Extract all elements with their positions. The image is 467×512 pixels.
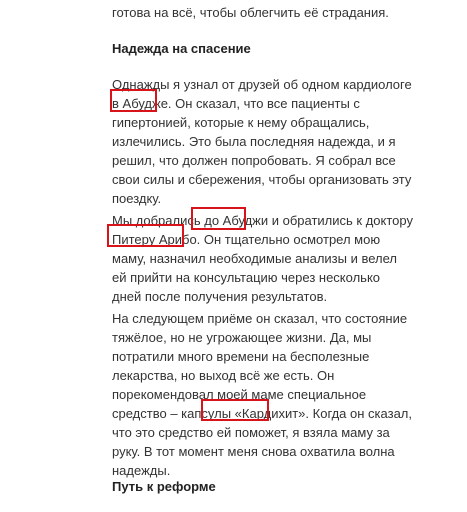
p2-line: маму, назначил необходимые анализы и велел bbox=[112, 251, 397, 266]
p1-line: решил, что должен попробовать. Я собрал все bbox=[112, 153, 396, 168]
p2-line: Питеру Арибо. Он тщательно осмотрел мою bbox=[112, 232, 381, 247]
p1-line: в Абудже. Он сказал, что все пациенты с bbox=[112, 96, 360, 111]
p2-line: Мы добрались до Абуджи и обратились к доктору bbox=[112, 213, 413, 228]
p3-line: средство – капсулы «Кардихит». Когда он сказал, bbox=[112, 406, 412, 421]
p1-line: излечились. Это была последняя надежда, и я bbox=[112, 134, 396, 149]
p3-line: лекарства, но выход всё же есть. Он bbox=[112, 368, 335, 383]
p1-line: свои силы и сбережения, чтобы организовать эту bbox=[112, 172, 412, 187]
p1-line: Однажды я узнал от друзей об одном кардиологе bbox=[112, 77, 412, 92]
highlight-box-abuja bbox=[110, 89, 157, 112]
p3-line: тяжёлое, но не угрожающее жизни. Да, мы bbox=[112, 330, 372, 345]
highlight-box-doctor bbox=[107, 224, 184, 247]
p3-line: потратили много времени на бесполезные bbox=[112, 349, 370, 364]
heading-reform: Путь к реформе bbox=[112, 479, 216, 494]
highlight-box-abuja-2 bbox=[191, 207, 246, 230]
intro-tail-line: готова на всё, чтобы облегчить её страдания. bbox=[112, 5, 389, 20]
heading-hope: Надежда на спасение bbox=[112, 41, 251, 56]
p3-line: что это средство ей поможет, я взяла маму за bbox=[112, 425, 390, 440]
p3-line: На следующем приёме он сказал, что состояние bbox=[112, 311, 408, 326]
p3-line: порекомендовал моей маме специальное bbox=[112, 387, 367, 402]
p3-line: надежды. bbox=[112, 463, 171, 478]
highlight-box-product bbox=[201, 399, 269, 421]
p1-line: поездку. bbox=[112, 191, 162, 206]
p2-line: дней после получения результатов. bbox=[112, 289, 328, 304]
p2-line: ей прийти на консультацию через несколько bbox=[112, 270, 381, 285]
p1-line: гипертонией, которые к нему обращались, bbox=[112, 115, 370, 130]
p3-line: руку. В тот момент меня снова охватила волна bbox=[112, 444, 395, 459]
